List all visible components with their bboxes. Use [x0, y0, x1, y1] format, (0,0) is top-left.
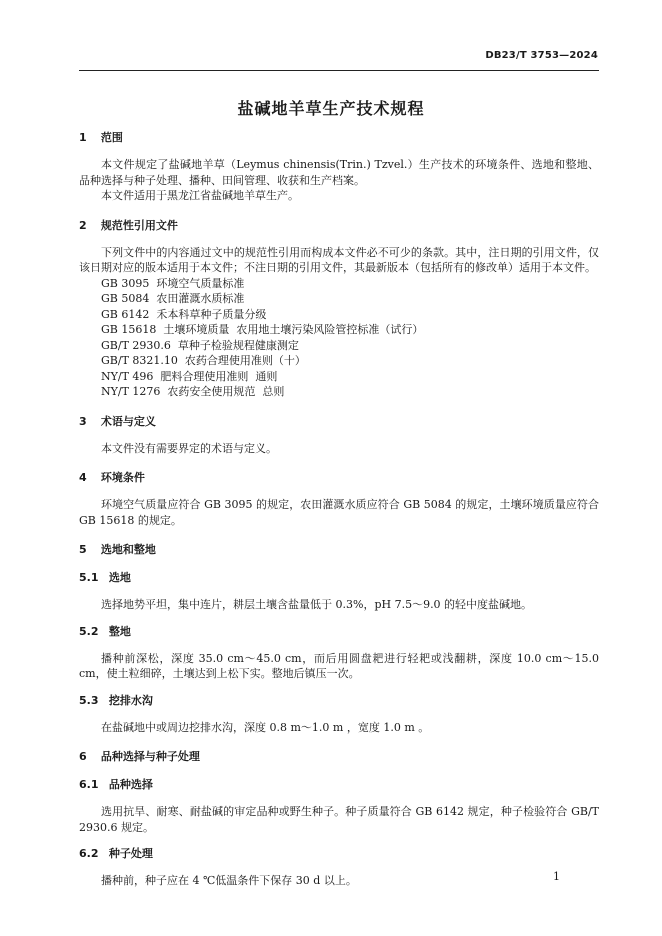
site-selection-paragraph: 选择地势平坦，集中连片，耕层土壤含盐量低于 0.3%，pH 7.5～9.0 的轻中度盐碱地。 — [101, 598, 533, 611]
terms-paragraph: 本文件没有需要界定的术语与定义。 — [101, 441, 277, 455]
subsection-title: 挖排水沟 — [108, 693, 153, 707]
section-4-heading — [79, 469, 599, 487]
variety-selection-paragraph: 选用抗旱、耐寒、耐盐碱的审定品种或野生种子。种子质量符合 GB 6142 规定，种子检验符合 GB/T 2930.6 规定。 — [79, 805, 599, 834]
section-number: 4 — [79, 471, 87, 484]
subsection-6-1-heading — [79, 776, 599, 794]
page-number: 1 — [553, 870, 560, 883]
subsection-number: 6.2 — [79, 847, 99, 860]
section-2-heading — [79, 217, 599, 235]
subsection-number: 5.3 — [79, 693, 99, 707]
section-number: 5 — [79, 543, 87, 556]
environment-paragraph: 环境空气质量应符合 GB 3095 的规定，农田灌溉水质应符合 GB 5084 的规定，土壤环境质量应符合 GB 15618 的规定。 — [79, 498, 599, 527]
reference-item: GB 6142 禾本科草种子质量分级 — [101, 307, 267, 321]
section-number: 3 — [79, 414, 87, 428]
section-6-heading — [79, 748, 599, 766]
subsection-title: 品种选择 — [108, 778, 153, 791]
section-title: 范围 — [100, 131, 123, 144]
section-title: 选地和整地 — [100, 543, 156, 556]
reference-item: GB/T 2930.6 草种子检验规程健康测定 — [101, 338, 299, 352]
section-5-heading — [79, 541, 599, 559]
section-number: 6 — [79, 750, 87, 763]
header-rule — [79, 70, 599, 71]
section-title: 规范性引用文件 — [100, 218, 178, 232]
subsection-title: 种子处理 — [108, 847, 153, 860]
seed-treatment-paragraph: 播种前，种子应在 4 ℃低温条件下保存 30 d 以上。 — [101, 874, 357, 887]
land-preparation-paragraph: 播种前深松，深度 35.0 cm～45.0 cm，而后用圆盘耙进行轻耙或浅翻耕，深度 10.0 cm～15.0 cm，使土粒细碎，土壤达到上松下实。整地后镇压一次。 — [79, 651, 599, 680]
document-code: DB23/T 3753—2024 — [485, 50, 598, 61]
subsection-5-2-heading — [79, 623, 599, 641]
reference-item: GB 15618 土壤环境质量 农用地土壤污染风险管控标准（试行） — [101, 323, 424, 336]
section-title: 品种选择与种子处理 — [100, 750, 200, 763]
reference-item: NY/T 496 肥料合理使用准则 通则 — [101, 369, 278, 383]
reference-item: GB/T 8321.10 农药合理使用准则（十） — [101, 354, 306, 367]
section-title: 环境条件 — [100, 471, 145, 484]
document-title: 盐碱地羊草生产技术规程 — [237, 99, 425, 118]
scope-paragraph-2: 本文件适用于黑龙江省盐碱地羊草生产。 — [101, 189, 299, 202]
section-1-heading — [79, 129, 599, 147]
reference-item: NY/T 1276 农药安全使用规范 总则 — [101, 385, 285, 398]
subsection-5-1-heading — [79, 569, 599, 587]
subsection-title: 选地 — [108, 571, 131, 584]
section-title: 术语与定义 — [100, 414, 156, 428]
reference-item: GB 3095 环境空气质量标准 — [101, 276, 245, 290]
drainage-paragraph: 在盐碱地中或周边挖排水沟，深度 0.8 m～1.0 m ，宽度 1.0 m 。 — [101, 720, 430, 734]
section-number: 1 — [79, 131, 87, 144]
normative-references-paragraph: 下列文件中的内容通过文中的规范性引用而构成本文件必不可少的条款。其中，注日期的引用文件，仅该日期对应的版本适用于本文件；不注日期的引用文件，其最新版本（包括所有的修改单）适用于本文件。 — [79, 245, 599, 274]
reference-item: GB 5084 农田灌溉水质标准 — [101, 292, 245, 305]
document-body — [79, 129, 599, 889]
section-3-heading — [79, 413, 599, 431]
subsection-6-2-heading — [79, 845, 599, 863]
subsection-title: 整地 — [108, 624, 131, 638]
section-number: 2 — [79, 218, 87, 232]
scope-paragraph-1: 本文件规定了盐碱地羊草（Leymus chinensis(Trin.) Tzvel.）生产技术的环境条件、选地和整地、品种选择与种子处理、播种、田间管理、收获和生产档案。 — [79, 158, 599, 187]
subsection-5-3-heading — [79, 692, 599, 710]
subsection-number: 6.1 — [79, 778, 99, 791]
subsection-number: 5.1 — [79, 571, 99, 584]
subsection-number: 5.2 — [79, 624, 99, 638]
